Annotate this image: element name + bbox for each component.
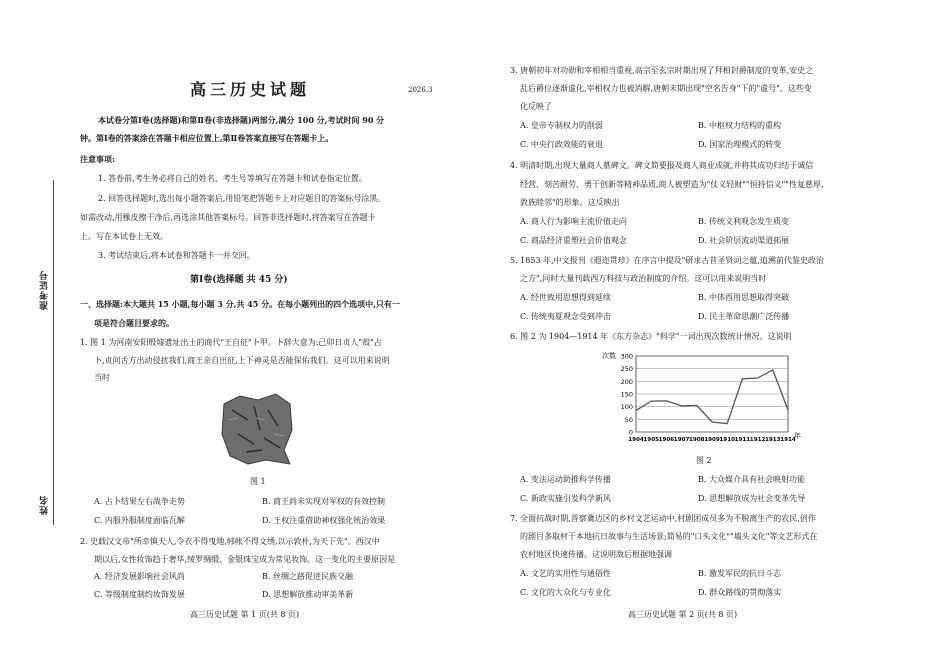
chart-y-tick-label: 300 <box>620 352 633 361</box>
q2-option-b[interactable]: B. 丝绸之路促进民族交融 <box>262 572 353 581</box>
q7-stem-2: 的剧目多取材于本地抗日故事与生活场景;简易的"口头文化""墙头文化"等文艺形式在 <box>520 532 818 541</box>
q2-option-d[interactable]: D. 思想解放推动审美革新 <box>262 590 354 599</box>
chart-x-tick-label: 1904 <box>628 437 644 443</box>
q2-stem-1: 2. 史载汉文帝"所幸慎夫人,令衣不得曳地,帏帐不得文绣,以示敦朴,为天下先"。西汉中 <box>80 537 380 546</box>
q4-stem-2: 经营、刻苦耐劳、勇于创新等精神品质,商人被塑造为"仗义轻财""恒持信义""性复慈厚, <box>520 180 824 189</box>
q4-option-a[interactable]: A. 商人行为影响主流价值走向 <box>520 217 627 226</box>
section-instruction-2: 项是符合题目要求的。 <box>94 318 174 328</box>
q6-option-d[interactable]: D. 思想解放成为社会变革先导 <box>698 494 806 503</box>
chart-x-tick-label: 1908 <box>689 437 705 443</box>
q7-stem-3: 农村地区快速传播。这说明敌后根据地强调 <box>520 550 672 559</box>
oracle-bone-image <box>218 390 296 468</box>
q4-option-b[interactable]: B. 传统义利观念发生质变 <box>698 217 789 226</box>
q1-option-b[interactable]: B. 商王尚未实现对军权的有效控制 <box>262 497 385 506</box>
page-title: 高三历史试题 <box>190 80 311 99</box>
chart-x-tick-label: 1906 <box>658 437 675 443</box>
chart-x-label: 年 <box>794 432 801 440</box>
chart-y-tick-label: 250 <box>620 365 633 374</box>
q5-stem-1: 5. 1853 年,中文报刊《遐迩贯珍》在序言中提及"研求古昔圣贤词之蕴,追溯前代鉴史政治 <box>510 256 824 265</box>
note-1: 1. 答卷前,考生务必将自己的姓名、考生号等填写在答题卡和试卷指定位置。 <box>98 174 367 183</box>
q3-stem-1: 3. 唐朝初年对功勋和宰相相当重视,高宗至玄宗时期出现了拜相封爵制度的变革,安史之 <box>510 66 814 75</box>
chart-grid <box>636 356 788 432</box>
chart-x-tick-label: 1914 <box>780 437 796 443</box>
notes-title: 注意事项: <box>80 154 115 164</box>
q7-option-c[interactable]: C. 文化的大众化与专业化 <box>520 588 611 597</box>
binding-line <box>53 180 54 525</box>
footer-right: 高三历史试题 第 2 页(共 8 页) <box>628 610 738 619</box>
q5-option-b[interactable]: B. 中体西用思想取得突破 <box>698 293 789 302</box>
q7-option-a[interactable]: A. 文艺的实用性与通俗性 <box>520 569 611 578</box>
q1-option-c[interactable]: C. 内服外服制度面临瓦解 <box>94 516 185 525</box>
right-page <box>480 0 950 663</box>
chart-x-tick-label: 1912 <box>749 437 766 443</box>
chart-x-tick-label: 1909 <box>704 437 720 443</box>
q3-option-a[interactable]: A. 皇帝专制权力的削弱 <box>520 121 603 130</box>
q5-option-d[interactable]: D. 民主革命思潮广泛传播 <box>698 312 790 321</box>
intro-line-1: 本试卷分第Ⅰ卷(选择题)和第Ⅱ卷(非选择题)两部分,满分 100 分,考试时间 90 分 <box>98 115 385 125</box>
figure-1-caption: 图 1 <box>250 477 266 486</box>
q2-stem-2: 期以后,女性妆饰趋于奢华,绫罗绸缎、金银珠宝成为常见妆饰。这一变化的主要原因是 <box>94 555 396 564</box>
q6-stem-1: 6. 图 2 为 1904—1914 年《东方杂志》"科学"一词出现次数统计情况。这说明 <box>510 332 792 341</box>
note-2a: 2. 回答选择题时,选出每小题答案后,用铅笔把答题卡上对应题目的答案标号涂黑。 <box>98 194 386 203</box>
chart-x-tick-label: 1913 <box>765 437 781 443</box>
chart-x-tick-label: 1905 <box>643 437 659 443</box>
chart-y-tick-label: 100 <box>620 403 633 412</box>
q3-option-b[interactable]: B. 中枢权力结构的重构 <box>698 121 781 130</box>
q1-stem-1: 1. 图 1 为河南安阳殷墟遗址出土的商代"王自征"卜甲。卜辞大意为:己卯日贞人"殻"占 <box>80 338 382 347</box>
q5-stem-2: 之方",同时大量刊载西方科技与政治制度的介绍。这可以用来说明当时 <box>520 274 767 283</box>
q7-option-d[interactable]: D. 群众路线的贯彻落实 <box>698 588 782 597</box>
q3-option-d[interactable]: D. 国家治理模式的转变 <box>698 140 782 149</box>
q7-option-b[interactable]: B. 激发军民的抗日斗志 <box>698 569 781 578</box>
q4-option-c[interactable]: C. 商品经济重塑社会价值观念 <box>520 236 627 245</box>
q4-option-d[interactable]: D. 社会阶层流动渠道拓展 <box>698 236 790 245</box>
q5-option-c[interactable]: C. 传统夷夏观念受到冲击 <box>520 312 611 321</box>
note-2c: 上。写在本试卷上无效。 <box>80 232 168 241</box>
q6-option-a[interactable]: A. 变法运动助推科学传播 <box>520 475 611 484</box>
q1-stem-2: 卜,贞问舌方出动侵扰我们,商王亲自出征,上下神灵是否能保佑我们。这可以用来说明 <box>94 356 390 365</box>
figure-2-chart <box>600 346 830 450</box>
chart-x-tick-label: 1910 <box>719 437 735 443</box>
chart-y-ticks <box>621 353 633 437</box>
q1-stem-3: 当时 <box>94 373 110 382</box>
q3-option-c[interactable]: C. 中央行政效能的衰退 <box>520 140 603 149</box>
note-3: 3. 考试结束后,将本试卷和答题卡一并交回。 <box>98 251 255 260</box>
chart-x-ticks <box>628 437 796 443</box>
q4-stem-1: 4. 明清时期,出现大量商人墓碑文。碑文简要报及商人商业成就,并将其成功归结于诚信 <box>510 161 814 170</box>
q7-stem-1: 7. 全面抗战时期,晋察冀边区的乡村文艺运动中,村剧团成员多为不脱离生产的农民,创作 <box>510 514 816 523</box>
q1-option-a[interactable]: A. 占卜结果左右战争走势 <box>94 497 185 506</box>
section-heading: 第Ⅰ卷(选择题 共 45 分) <box>190 275 288 285</box>
figure-2-caption: 图 2 <box>696 456 712 465</box>
intro-line-2: 钟。第Ⅰ卷的答案涂在答题卡相应位置上,第Ⅱ卷答案直接写在答题卡上。 <box>80 133 334 143</box>
section-instruction-1: 一、选择题:本大题共 15 小题,每小题 3 分,共 45 分。在每小题列出的四个选项中,只有一 <box>80 299 400 309</box>
exam-date: 2026.3 <box>408 86 433 94</box>
chart-x-tick-label: 1911 <box>734 437 751 443</box>
q6-option-c[interactable]: C. 新政实施引发科学新风 <box>520 494 611 503</box>
chart-y-tick-label: 200 <box>620 377 633 386</box>
chart-x-tick-label: 1907 <box>673 437 690 443</box>
chart-y-label: 次数 <box>602 352 616 360</box>
chart-y-tick-label: 0 <box>628 428 633 437</box>
q3-stem-3: 化反映了 <box>520 102 552 111</box>
chart-y-tick-label: 150 <box>620 390 633 399</box>
q3-stem-2: 乱后爵位逐渐虚化,宰相权力也被消解,唐朝末期出现"空名告身"下的"虚号"。这些变 <box>520 84 812 93</box>
footer-left: 高三历史试题 第 1 页(共 8 页) <box>190 610 300 619</box>
q4-stem-3: 敦族睦邻"的形象。这反映出 <box>520 198 620 207</box>
chart-series-line <box>636 370 788 424</box>
q5-option-a[interactable]: A. 经世致用思想得到延续 <box>520 293 611 302</box>
q6-option-b[interactable]: B. 大众媒介具有社会映射功能 <box>698 475 805 484</box>
exam-number-label: 准考证号 <box>40 270 50 310</box>
q1-option-d[interactable]: D. 王权注重借助神权强化统治效果 <box>262 516 386 525</box>
q2-option-a[interactable]: A. 经济发展影响社会风尚 <box>94 572 185 581</box>
name-label: 姓名 <box>40 495 50 515</box>
q2-option-c[interactable]: C. 等级制度制约妆饰发展 <box>94 590 185 599</box>
note-2b: 如需改动,用橡皮擦干净后,再选涂其他答案标号。回答非选择题时,将答案写在答题卡 <box>80 213 376 222</box>
chart-y-tick-label: 50 <box>624 415 633 424</box>
